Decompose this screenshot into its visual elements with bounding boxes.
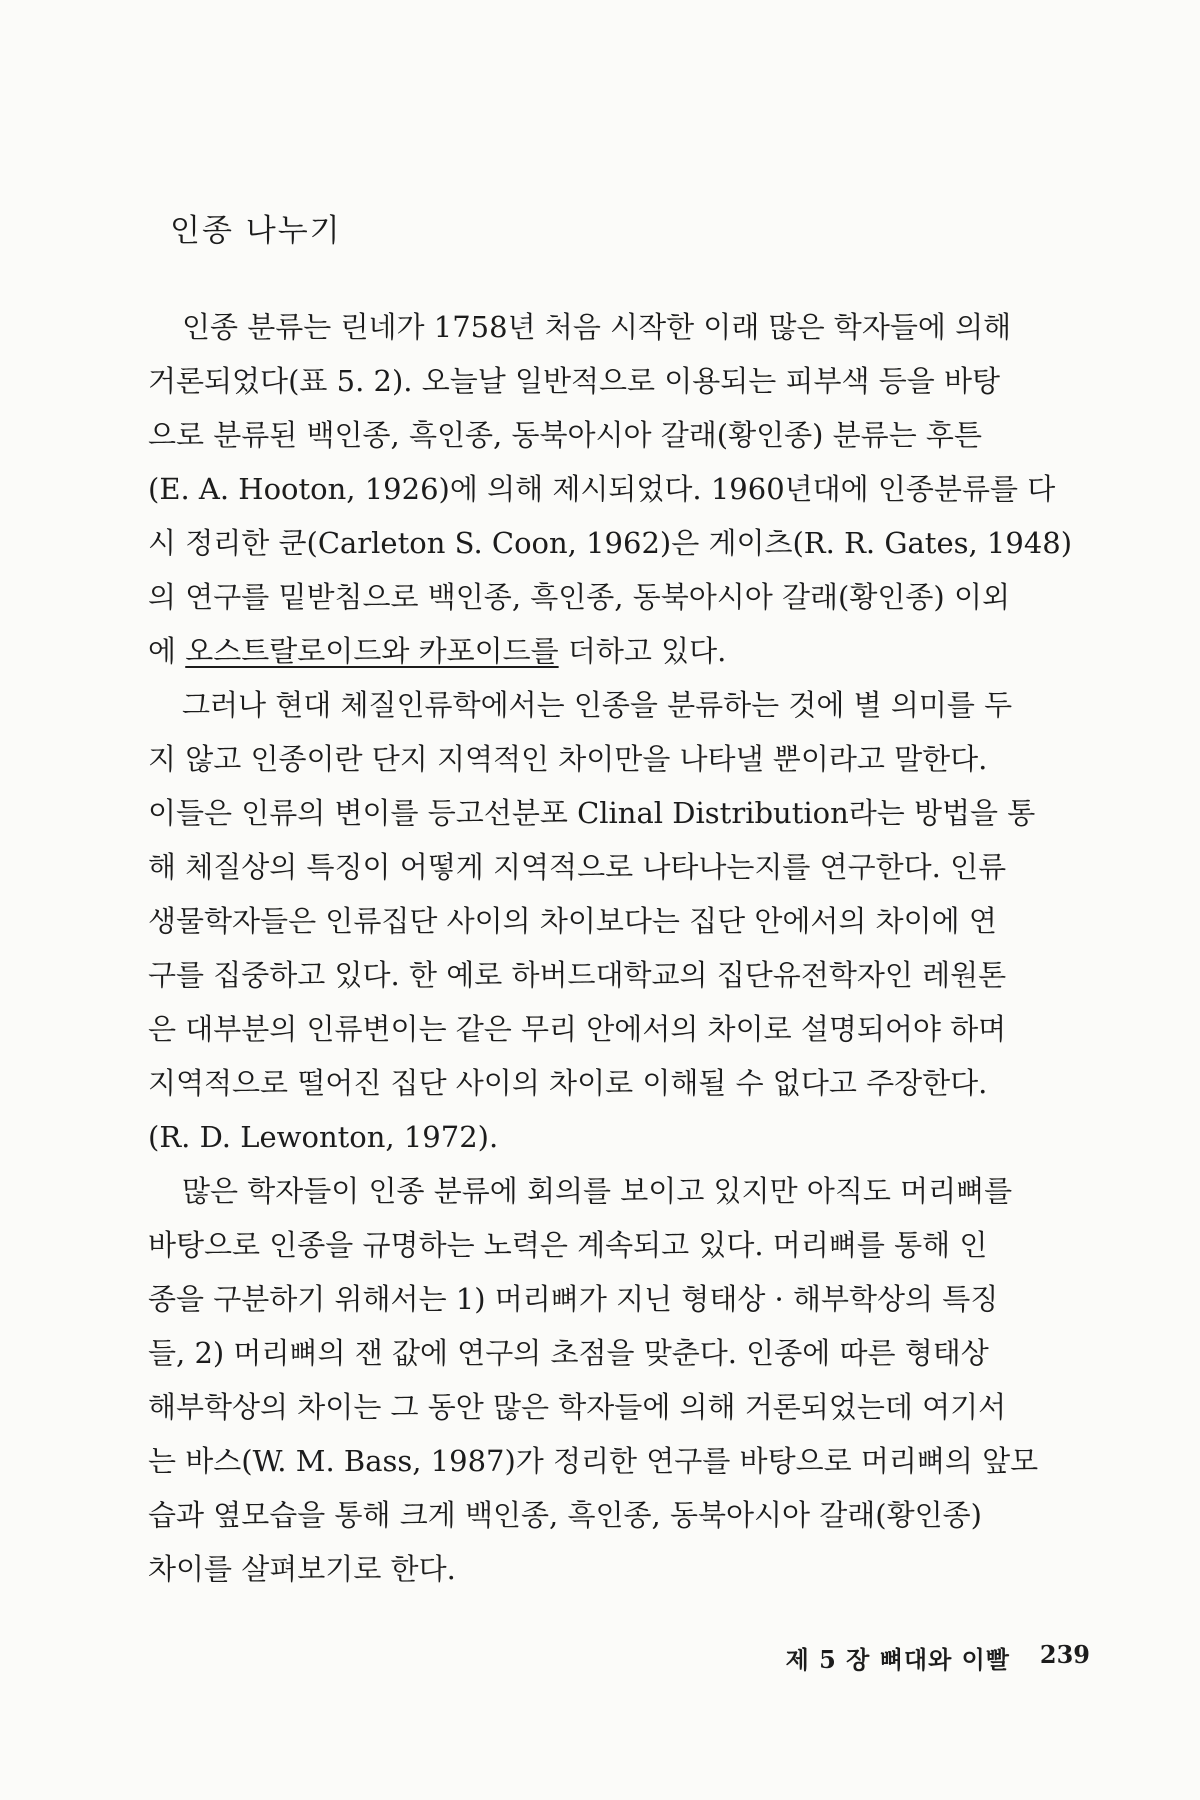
text-line: (E. A. Hooton, 1926)에 의해 제시되었다. 1960년대에 인종분류를 다 [148,472,1056,506]
text-line: 종을 구분하기 위해서는 1) 머리뼈가 지닌 형태상 · 해부학상의 특징 [148,1282,999,1316]
text-line: 은 대부분의 인류변이는 같은 무리 안에서의 차이로 설명되어야 하며 [148,1012,1007,1046]
page-footer [0,1640,1200,1680]
text-line: 의 연구를 밑받침으로 백인종, 흑인종, 동북아시아 갈래(황인종) 이외 [148,580,1010,614]
text-line: 지역적으로 떨어진 집단 사이의 차이로 이해될 수 없다고 주장한다. [148,1066,988,1100]
text-line: 구를 집중하고 있다. 한 예로 하버드대학교의 집단유전학자인 레원톤 [148,958,1007,992]
text-line: 지 않고 인종이란 단지 지역적인 차이만을 나타낼 뿐이라고 말한다. [148,742,988,776]
text-line: 는 바스(W. M. Bass, 1987)가 정리한 연구를 바탕으로 머리뼈의 앞모 [148,1444,1039,1478]
text-line: 차이를 살펴보기로 한다. [148,1552,456,1586]
text-line: 거론되었다(표 5. 2). 오늘날 일반적으로 이용되는 피부색 등을 바탕 [148,364,1001,398]
paragraph-3 [148,1164,1048,1596]
text-line: 들, 2) 머리뼈의 잰 값에 연구의 초점을 맞춘다. 인종에 따른 형태상 [148,1336,989,1370]
text-line: 해 체질상의 특징이 어떻게 지역적으로 나타나는지를 연구한다. 인류 [148,850,1007,884]
underlined-phrase: 오스트랄로이드와 카포이드를 [185,634,559,668]
text-line: 많은 학자들이 인종 분류에 회의를 보이고 있지만 아직도 머리뼈를 [182,1174,1013,1208]
text-line: 바탕으로 인종을 규명하는 노력은 계속되고 있다. 머리뼈를 통해 인 [148,1228,988,1262]
paragraph-2 [148,678,1048,1164]
running-head: 제 5 장 뼈대와 이빨 [785,1645,1010,1674]
text-line: 생물학자들은 인류집단 사이의 차이보다는 집단 안에서의 차이에 연 [148,904,997,938]
text-line: 으로 분류된 백인종, 흑인종, 동북아시아 갈래(황인종) 분류는 후튼 [148,418,982,452]
text-line: 해부학상의 차이는 그 동안 많은 학자들에 의해 거론되었는데 여기서 [148,1390,1007,1424]
text-line: 그러나 현대 체질인류학에서는 인종을 분류하는 것에 별 의미를 두 [182,688,1013,722]
paragraph-1 [148,300,1073,678]
text-line: 습과 옆모습을 통해 크게 백인종, 흑인종, 동북아시아 갈래(황인종) [148,1498,982,1532]
text-line-with-underline: 에 오스트랄로이드와 카포이드를 더하고 있다. [148,634,727,668]
text-line: (R. D. Lewonton, 1972). [148,1120,499,1154]
text-line: 인종 분류는 린네가 1758년 처음 시작한 이래 많은 학자들에 의해 [182,310,1012,344]
text-line: 이들은 인류의 변이를 등고선분포 Clinal Distribution라는 방법을 통 [148,796,1036,830]
body-text [148,300,1073,1596]
page-number: 239 [1039,1640,1090,1669]
text-line: 시 정리한 쿤(Carleton S. Coon, 1962)은 게이츠(R. R. Gates, 1948) [148,526,1073,560]
section-title: 인종 나누기 [170,213,342,249]
